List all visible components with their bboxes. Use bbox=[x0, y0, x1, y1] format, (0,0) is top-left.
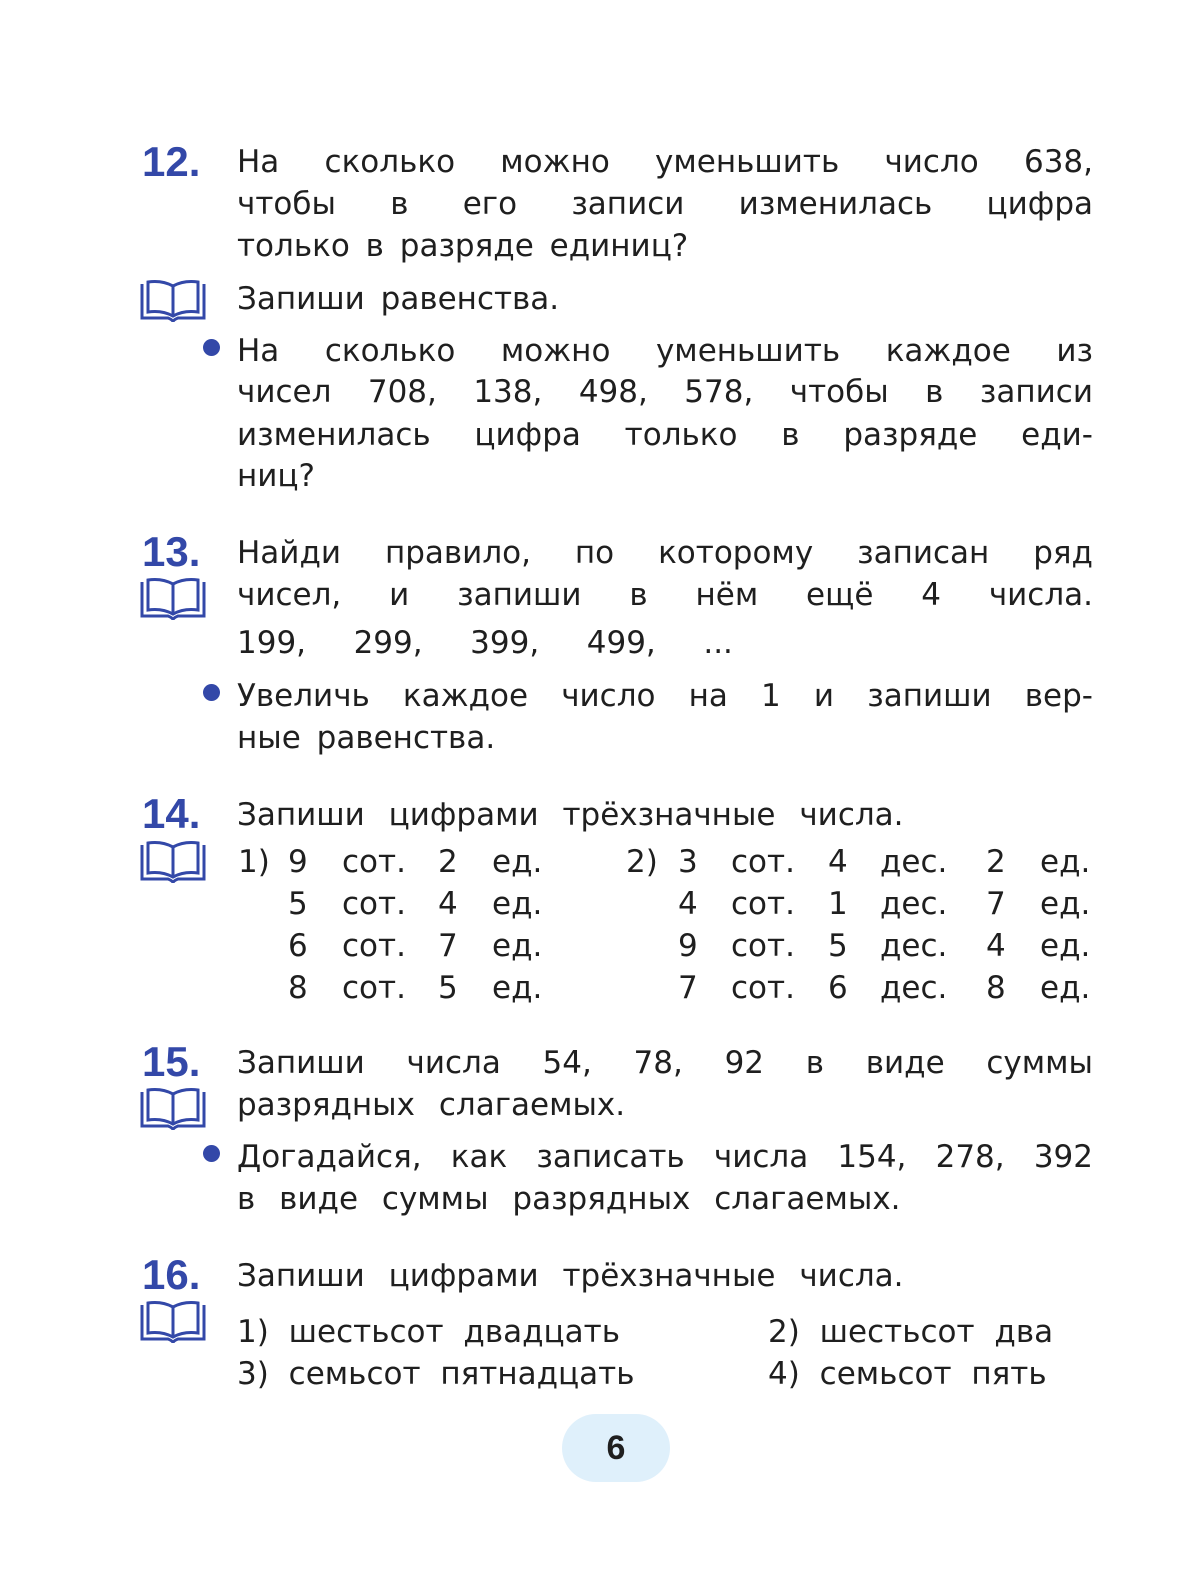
unit: дес. bbox=[880, 928, 948, 964]
digit: 4 bbox=[678, 886, 698, 922]
exercise-12-instruction: Запиши равенства. bbox=[237, 281, 560, 317]
digit: 9 bbox=[288, 844, 308, 880]
open-book-icon bbox=[138, 1299, 208, 1345]
exercise-13-bullet-line-1: Увеличь каждое число на 1 и запиши вер- bbox=[237, 678, 1093, 714]
exercise-15-bullet-line-2: в виде суммы разрядных слагаемых. bbox=[237, 1181, 901, 1217]
digit: 7 bbox=[678, 970, 698, 1006]
exercise-12-bullet-line-4: ниц? bbox=[237, 458, 315, 494]
exercise-15-line-2: разрядных слагаемых. bbox=[237, 1087, 626, 1123]
open-book-icon bbox=[138, 278, 208, 324]
digit: 2 bbox=[986, 844, 1006, 880]
exercise-13-line-1: Найди правило, по которому записан ряд bbox=[237, 535, 1093, 571]
unit: сот. bbox=[342, 886, 406, 922]
unit: ед. bbox=[1040, 886, 1091, 922]
exercise-16-item-2: 2) шестьсот два bbox=[768, 1314, 1054, 1350]
bullet-dot-icon bbox=[203, 339, 220, 356]
unit: сот. bbox=[731, 928, 795, 964]
open-book-icon bbox=[138, 576, 208, 622]
digit: 2 bbox=[438, 844, 458, 880]
exercise-12-line-2: чтобы в его записи изменилась цифра bbox=[237, 186, 1093, 222]
exercise-13-number: 13. bbox=[142, 528, 201, 575]
digit: 7 bbox=[986, 886, 1006, 922]
bullet-dot-icon bbox=[203, 684, 220, 701]
exercise-14-col2-label: 2) bbox=[626, 844, 658, 880]
digit: 6 bbox=[288, 928, 308, 964]
unit: сот. bbox=[342, 928, 406, 964]
digit: 9 bbox=[678, 928, 698, 964]
unit: ед. bbox=[1040, 928, 1091, 964]
open-book-icon bbox=[138, 1086, 208, 1132]
digit: 1 bbox=[828, 886, 848, 922]
exercise-12-line-1: На сколько можно уменьшить число 638, bbox=[237, 144, 1093, 180]
digit: 5 bbox=[288, 886, 308, 922]
digit: 3 bbox=[678, 844, 698, 880]
unit: ед. bbox=[1040, 970, 1091, 1006]
unit: ед. bbox=[492, 970, 543, 1006]
digit: 4 bbox=[828, 844, 848, 880]
exercise-16-item-3: 3) семьсот пятнадцать bbox=[237, 1356, 635, 1392]
digit: 5 bbox=[828, 928, 848, 964]
exercise-16-item-4: 4) семьсот пять bbox=[768, 1356, 1047, 1392]
exercise-14-title: Запиши цифрами трёхзначные числа. bbox=[237, 797, 904, 833]
open-book-icon bbox=[138, 839, 208, 885]
exercise-15-number: 15. bbox=[142, 1038, 201, 1085]
unit: ед. bbox=[1040, 844, 1091, 880]
exercise-16-number: 16. bbox=[142, 1251, 201, 1298]
digit: 4 bbox=[438, 886, 458, 922]
unit: сот. bbox=[342, 970, 406, 1006]
page-number: 6 bbox=[562, 1414, 670, 1482]
exercise-13-bullet-line-2: ные равенства. bbox=[237, 720, 496, 756]
bullet-dot-icon bbox=[203, 1145, 220, 1162]
exercise-12-number: 12. bbox=[142, 138, 201, 185]
exercise-15-bullet-line-1: Догадайся, как записать числа 154, 278, 392 bbox=[237, 1139, 1093, 1175]
unit: сот. bbox=[731, 844, 795, 880]
unit: дес. bbox=[880, 844, 948, 880]
digit: 7 bbox=[438, 928, 458, 964]
exercise-13-sequence: 199, 299, 399, 499, ... bbox=[237, 625, 733, 661]
exercise-16-item-1: 1) шестьсот двадцать bbox=[237, 1314, 620, 1350]
unit: дес. bbox=[880, 886, 948, 922]
unit: ед. bbox=[492, 886, 543, 922]
digit: 6 bbox=[828, 970, 848, 1006]
unit: сот. bbox=[731, 886, 795, 922]
exercise-15-line-1: Запиши числа 54, 78, 92 в виде суммы bbox=[237, 1045, 1093, 1081]
exercise-14-col1-label: 1) bbox=[238, 844, 270, 880]
digit: 4 bbox=[986, 928, 1006, 964]
exercise-14-number: 14. bbox=[142, 790, 201, 837]
unit: сот. bbox=[731, 970, 795, 1006]
unit: ед. bbox=[492, 928, 543, 964]
digit: 8 bbox=[986, 970, 1006, 1006]
exercise-13-line-2: чисел, и запиши в нём ещё 4 числа. bbox=[237, 577, 1093, 613]
unit: ед. bbox=[492, 844, 543, 880]
exercise-12-bullet-line-3: изменилась цифра только в разряде еди- bbox=[237, 417, 1093, 453]
digit: 8 bbox=[288, 970, 308, 1006]
exercise-12-bullet-line-2: чисел 708, 138, 498, 578, чтобы в записи bbox=[237, 374, 1093, 410]
exercise-12-line-3: только в разряде единиц? bbox=[237, 228, 689, 264]
exercise-12-bullet-line-1: На сколько можно уменьшить каждое из bbox=[237, 333, 1093, 369]
unit: дес. bbox=[880, 970, 948, 1006]
digit: 5 bbox=[438, 970, 458, 1006]
unit: сот. bbox=[342, 844, 406, 880]
exercise-16-title: Запиши цифрами трёхзначные числа. bbox=[237, 1258, 904, 1294]
